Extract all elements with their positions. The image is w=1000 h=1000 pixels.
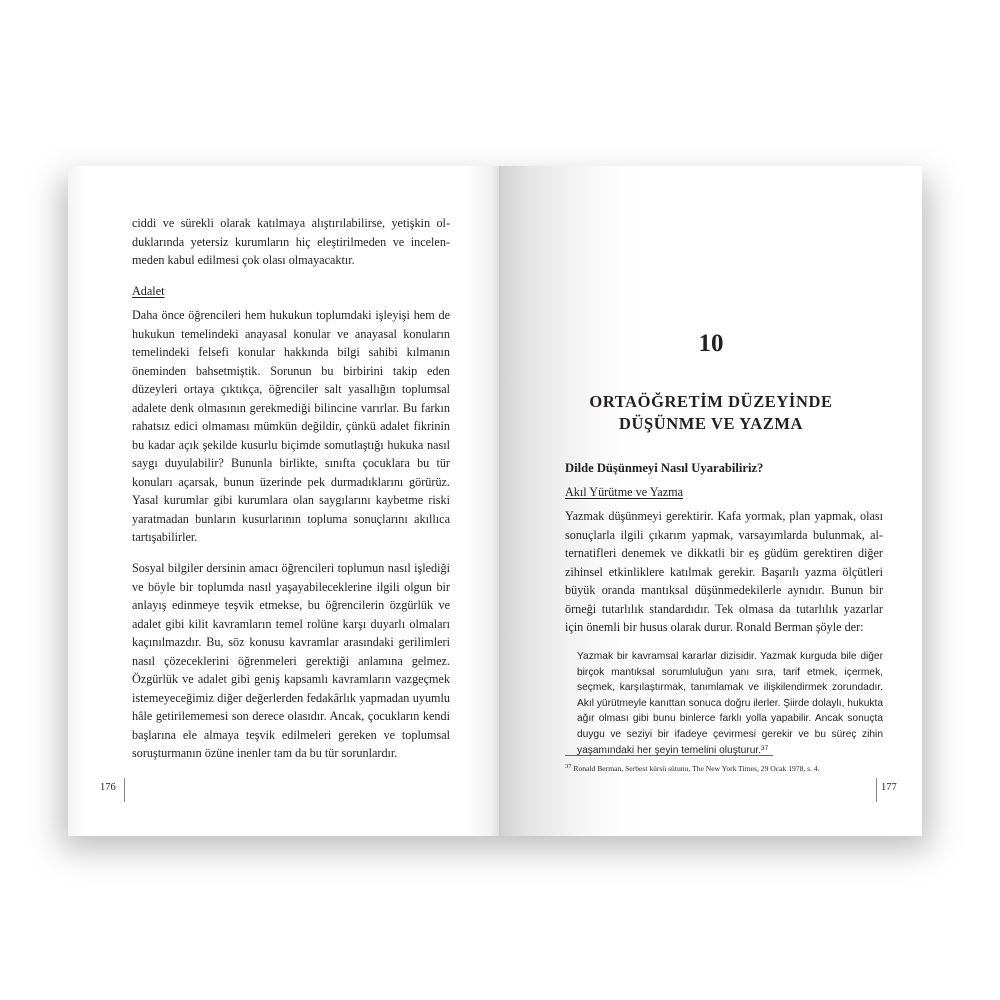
chapter-title-line-2: DÜŞÜNME VE YAZMA [618,414,804,433]
left-paragraph-3: Sosyal bilgiler dersinin amacı öğrencileri toplumun nasıl işlediği ve böyle bir toplumda nasıl yaşayabileceklerine ilgili olgun bir anlayış edinmeye teşvik etmekse, bu öğrencilerin özgürlük ve adalet gibi kilit kavramların temel rolüne karşı duyarlı olmaları kaçınılmazdır. Bu, söz konusu kavramlar arasındaki gerilimleri nasıl çözeceklerini öğrenmeleri gerektiği anlamına gelmez. Özgürlük ve adalet gibi geniş kapsamlı kavramların vazgeçmek istemeyeceğimiz diğer değerlerden fedakârlık yapmadan uyumlu hâle getirilememesi son derece olasıdır. Ancak, çocukların kendi başlarına ele almaya teşvik edilmeleri gereken ve toplumsal soruşturmanın özüne inenler tam da bu tür sorunlardır. [132,561,450,760]
right-page [500,166,922,836]
right-paragraph-1: Yazmak düşünmeyi gerektirir. Kafa yormak, plan yapmak, olası sonuçlarla ilgili çıkarım yapmak, varsayımlarda bulunmak, alternatifleri denemek ve dikkatli bir eş güdüm gerektiren diğer zihinsel etkinliklere katılmak gerekir. Başarılı yazma ölçütleri büyük oranda mantıksal düşünmedekilerle aynıdır. Bunun bir örneği tutarlılık standardıdır. Tek olmasa da tutarlılık yazarlar için önemli bir husus olarak durur. Ronald Berman şöyle der: [565,509,883,634]
right-page-number-rule [876,778,877,802]
footnote-number: 37 [565,763,572,770]
open-book-spread [68,166,922,836]
chapter-title [500,391,922,435]
question-heading: Dilde Düşünmeyi Nasıl Uyarabiliriz? [565,461,764,475]
left-page-number-rule [124,778,125,802]
chapter-title-line-1: ORTAÖĞRETİM DÜZEYİNDE [589,392,833,411]
footnote-reference: 37 [761,744,769,752]
block-quote [577,649,883,758]
left-paragraph-1: ciddi ve sürekli olarak katılmaya alıştırılabilirse, yetişkin olduklarında yetersiz kurumların hiç eleştirilmeden ve incelenmeden kabul edilmesi çok olası olmayacaktır. [132,216,450,267]
footnote-text: Ronald Berman, Serbest kürsü sütunu, The New York Times, 29 Ocak 1978, s. 4. [571,764,820,773]
section-heading-adalet: Adalet [132,284,165,298]
footnote-separator [565,755,773,756]
left-page-number: 176 [100,782,116,793]
right-page-number: 177 [881,782,897,793]
block-quote-text: Yazmak bir kavramsal kararlar dizisidir. Yazmak kurguda bile diğer birçok mantıksal sorumluluğun yanı sıra, tarif etmek, içermek, seçmek, karşılaştırmak, tanımlamak ve ilişkilendirmek zorundadır. Akıl yürütmeyle kanıttan sonuca doğru ilerler. Şiirde dolaylı, hukukta ağır olması gibi bunu binlerce farklı yolla yapabilir. Ancak sonuçta duygu ve seziyi bir ifadeye çevirmesi gerekir ve bu süreç zihin yaşamındaki her şeyin temelini oluşturur. [577,651,883,756]
right-page-text [565,459,883,758]
footnote [565,764,883,774]
subsection-heading: Akıl Yürütme ve Yazma [565,485,684,499]
left-page [68,166,500,836]
left-paragraph-2: Daha önce öğrencileri hem hukukun toplumdaki işleyişi hem de hukukun temelindeki anayasal konular ve anayasal konuların temelindeki felsefi konular hakkında bilgi sahibi kılmanın öneminden bahsetmiştik. Sorunun bu birbirini takip eden düzeyleri ortaya çıktıkça, öğrenciler salt yasallığın toplumsal adalete denk olmasının gerekmediği bilincine varırlar. Bu farkın rahatsız edici olmaması mümkün değildir, çünkü adalet fikrinin bu kadar açık şekilde kusurlu biçimde somutlaştığı hukuka nasıl saygı duyulabilir? Bununla birlikte, sınıfta çocuklara bu tür konuları açarsak, bunun üzerinde pek durmadıklarını görürüz. Yasal kurumlar gibi kurumlara olan saygılarını kaybetme riski yaratmadan bunların kusurlarının topluma sonuçlarını akıllıca tartışabilirler. [132,308,450,544]
book-gutter [499,166,500,836]
chapter-number: 10 [698,330,724,357]
left-page-text [132,214,450,775]
